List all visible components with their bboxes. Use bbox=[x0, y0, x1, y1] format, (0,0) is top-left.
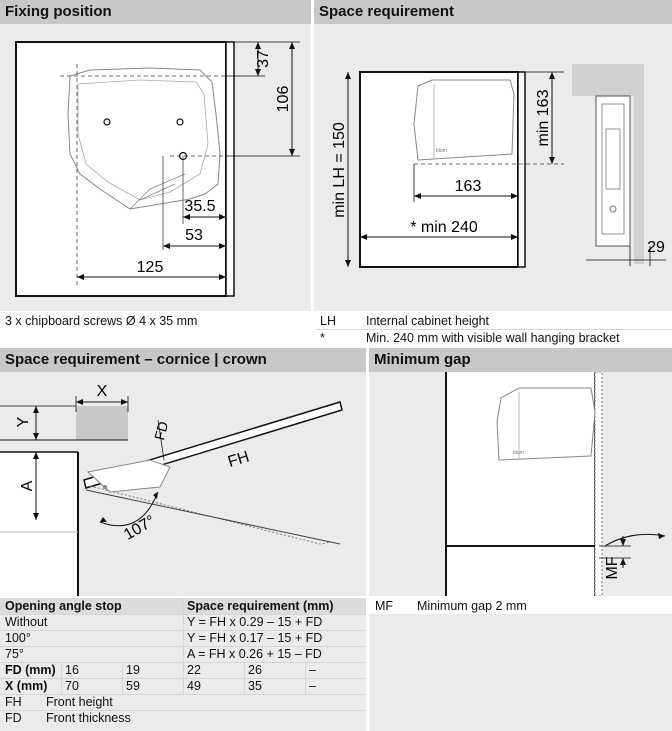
x-value: 59 bbox=[126, 679, 140, 693]
space-requirement-panel bbox=[314, 0, 672, 311]
fd-value: 19 bbox=[126, 663, 140, 677]
mf-text: Minimum gap 2 mm bbox=[417, 599, 527, 613]
dim-min-163: min 163 bbox=[535, 89, 552, 147]
dim-min-240: * min 240 bbox=[410, 219, 478, 236]
dim-37: 37 bbox=[255, 50, 272, 68]
header-opening-angle: Opening angle stop bbox=[5, 599, 122, 613]
lh-text: Internal cabinet height bbox=[366, 314, 490, 328]
x-row-label: X (mm) bbox=[5, 679, 48, 693]
fd-row-label: FD (mm) bbox=[5, 663, 56, 677]
fixing-position-panel bbox=[0, 0, 311, 311]
screw-note: 3 x chipboard screws Ø 4 x 35 mm bbox=[5, 314, 198, 328]
asterisk-key: * bbox=[320, 331, 325, 345]
row-75-label: 75° bbox=[5, 647, 24, 661]
fh-text: Front height bbox=[46, 695, 113, 709]
fd-value: – bbox=[309, 663, 316, 677]
fd-key: FD bbox=[5, 711, 22, 725]
dim-125: 125 bbox=[136, 259, 164, 276]
mf-key: MF bbox=[375, 599, 394, 613]
dim-fd: FD bbox=[151, 419, 172, 442]
svg-text:blum: blum bbox=[513, 450, 524, 456]
dim-53: 53 bbox=[185, 227, 203, 244]
minimum-gap-title: Minimum gap bbox=[369, 348, 672, 372]
mechanism-outline bbox=[414, 80, 514, 160]
row-75-formula: A = FH x 0.26 + 15 – FD bbox=[187, 647, 322, 661]
dim-mf: MF bbox=[604, 556, 621, 580]
x-value: 35 bbox=[248, 679, 262, 693]
minimum-gap-panel bbox=[369, 348, 672, 596]
lh-key: LH bbox=[320, 314, 336, 328]
space-requirement-title: Space requirement bbox=[314, 0, 672, 24]
row-without-formula: Y = FH x 0.29 – 15 + FD bbox=[187, 615, 323, 629]
mechanism-outline bbox=[497, 388, 595, 460]
x-value: – bbox=[309, 679, 316, 693]
row-without-label: Without bbox=[5, 615, 48, 629]
x-value: 70 bbox=[65, 679, 79, 693]
svg-text:blum: blum bbox=[436, 148, 447, 154]
dim-fh: FH bbox=[226, 448, 252, 471]
cornice-diagram bbox=[0, 372, 366, 596]
dim-106: 106 bbox=[275, 85, 292, 113]
dim-163: 163 bbox=[454, 178, 482, 195]
row-100-label: 100° bbox=[5, 631, 31, 645]
x-value: 49 bbox=[187, 679, 201, 693]
fh-key: FH bbox=[5, 695, 22, 709]
fd-value: 22 bbox=[187, 663, 201, 677]
dim-35-5: 35.5 bbox=[184, 198, 216, 215]
dim-a: A bbox=[19, 480, 36, 492]
header-space-req: Space requirement (mm) bbox=[187, 599, 334, 613]
fixing-position-title: Fixing position bbox=[0, 0, 311, 24]
minimum-gap-diagram bbox=[369, 372, 672, 596]
dim-x: X bbox=[96, 383, 108, 400]
dim-min-lh-150: min LH = 150 bbox=[331, 122, 348, 218]
fixing-position-diagram bbox=[0, 24, 311, 311]
dim-29: 29 bbox=[647, 239, 665, 256]
fd-text: Front thickness bbox=[46, 711, 131, 725]
cornice-panel bbox=[0, 348, 366, 596]
space-requirement-diagram bbox=[314, 24, 672, 311]
fd-value: 16 bbox=[65, 663, 79, 677]
dim-y: Y bbox=[15, 416, 32, 428]
asterisk-text: Min. 240 mm with visible wall hanging bracket bbox=[366, 331, 620, 345]
row-100-formula: Y = FH x 0.17 – 15 + FD bbox=[187, 631, 323, 645]
angle-107: 107° bbox=[121, 512, 159, 544]
cornice-title: Space requirement – cornice | crown bbox=[0, 348, 366, 372]
fd-value: 26 bbox=[248, 663, 262, 677]
